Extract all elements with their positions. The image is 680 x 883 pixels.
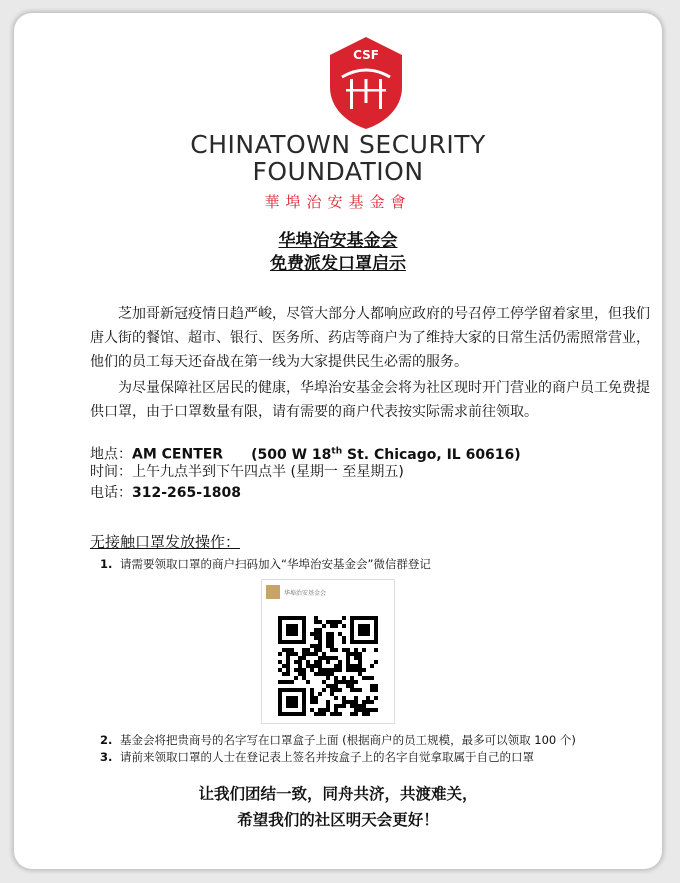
notice-page <box>14 13 662 869</box>
wechat-qr-code-icon[interactable] <box>278 616 378 716</box>
step-text: 请前来领取口罩的人士在登记表上签名并按盒子上的名字自觉拿取属于自己的口罩 <box>120 750 534 764</box>
notice-title: 华埠治安基金会 <box>278 231 398 251</box>
intro-paragraph: 芝加哥新冠疫情日趋严峻，尽管大部分人都响应政府的号召停工停学留着家里，但我们唐人街的餐馆、超市、银行、医务所、药店等商户为了维持大家的日常生活仍需照常营业，他们的员工每天还奋战在第一线为大家提供民生必需的服务。 <box>90 306 650 370</box>
phone-row <box>90 482 241 504</box>
qr-header <box>266 584 390 600</box>
operations-title: 无接触口罩发放操作： <box>90 533 241 551</box>
org-name-chinese: 華埠治安基金會 <box>264 193 412 211</box>
address-value: (500 W 18th St. Chicago, IL 60616) <box>251 446 521 463</box>
time-value: 上午九点半到下午四点半 (星期一 至星期五) <box>132 464 404 480</box>
step-item <box>100 748 534 766</box>
step-text: 基金会将把贵商号的名字写在口罩盒子上面 (根据商户的员工规模，最多可以领取 100 个) <box>120 733 576 747</box>
location-value: AM CENTER <box>132 446 224 463</box>
closing-line1: 让我们团结一致，同舟共济，共渡难关， <box>198 785 478 803</box>
step-text: 请需要领取口罩的商户扫码加入“华埠治安基金会”微信群登记 <box>120 557 431 571</box>
service-paragraph: 为尽量保障社区居民的健康，华埠治安基金会将为社区现时开门营业的商户员工免费提供口罩，由于口罩数量有限，请有需要的商户代表按实际需求前往领取。 <box>90 380 650 420</box>
org-name-line1: CHINATOWN SECURITY <box>190 130 486 159</box>
qr-group-name: 华埠治安基金会 <box>284 589 327 597</box>
logo-badge-text: CSF <box>353 48 379 62</box>
phone-value: 312-265-1808 <box>132 485 242 501</box>
location-label: 地点： <box>90 446 132 463</box>
notice-subtitle: 免费派发口罩启示 <box>270 254 406 274</box>
time-label: 时间： <box>90 464 132 480</box>
csf-shield-logo-icon <box>326 35 406 131</box>
step-item <box>100 555 431 573</box>
step-item <box>100 731 576 749</box>
step-number: 2. <box>100 733 113 747</box>
step-number: 3. <box>100 750 113 764</box>
closing-line2: 希望我们的社区明天会更好！ <box>237 811 439 829</box>
group-avatar <box>266 585 280 599</box>
phone-label: 电话： <box>90 485 132 501</box>
time-row <box>90 461 404 483</box>
step-number: 1. <box>100 557 113 571</box>
org-name-line2: FOUNDATION <box>252 157 424 186</box>
wechat-qr-card[interactable] <box>261 579 395 724</box>
